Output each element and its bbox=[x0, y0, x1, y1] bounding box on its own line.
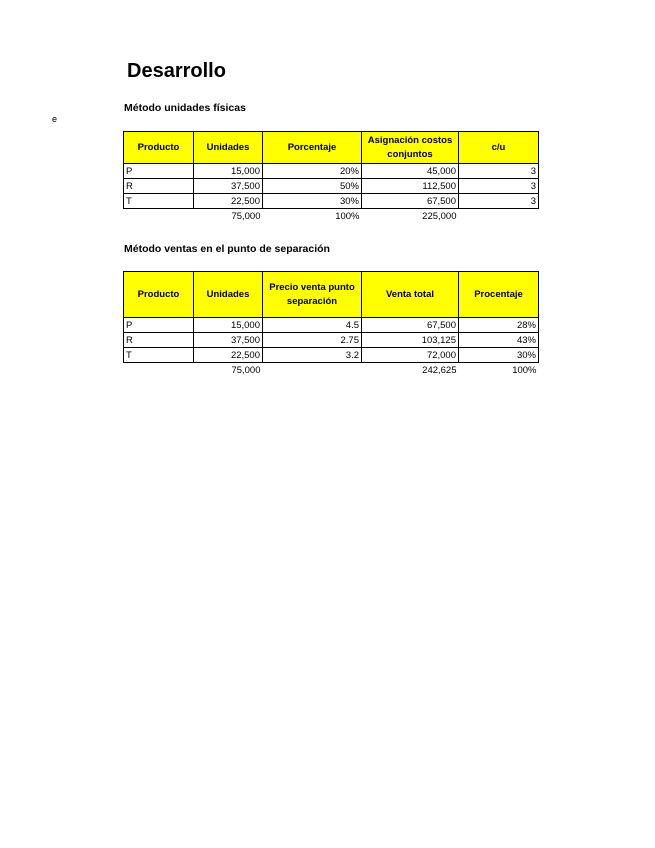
cell-precio: 4.5 bbox=[263, 318, 362, 333]
header-porcentaje: Porcentaje bbox=[263, 132, 362, 164]
header-unidades: Unidades bbox=[194, 272, 263, 318]
total-porcentaje: 100% bbox=[335, 210, 360, 222]
cell-unidades: 22,500 bbox=[194, 194, 263, 209]
totals-row bbox=[124, 363, 539, 378]
cell-producto: R bbox=[124, 179, 194, 194]
sales-value-table bbox=[123, 271, 539, 377]
header-producto: Producto bbox=[124, 132, 194, 164]
stray-character: e bbox=[52, 114, 58, 124]
cell-cu: 3 bbox=[459, 179, 539, 194]
header-costo-unitario: c/u bbox=[459, 132, 539, 164]
table-row bbox=[124, 179, 539, 194]
physical-units-table bbox=[123, 131, 539, 223]
total-producto bbox=[124, 363, 194, 378]
cell-procentaje: 28% bbox=[459, 318, 539, 333]
cell-venta-total: 103,125 bbox=[362, 333, 459, 348]
total-cu bbox=[459, 209, 539, 224]
cell-precio: 3.2 bbox=[263, 348, 362, 363]
table-row bbox=[124, 164, 539, 179]
cell-producto: T bbox=[124, 194, 194, 209]
total-procentaje: 100% bbox=[512, 364, 537, 376]
section-title-physical-units: Método unidades físicas bbox=[124, 102, 246, 114]
total-venta: 242,625 bbox=[422, 364, 457, 376]
cell-producto: P bbox=[124, 318, 194, 333]
cell-asignacion: 67,500 bbox=[362, 194, 459, 209]
table-row bbox=[124, 348, 539, 363]
table-row bbox=[124, 318, 539, 333]
header-asignacion-costos: Asignación costos conjuntos bbox=[362, 132, 459, 164]
cell-precio: 2.75 bbox=[263, 333, 362, 348]
cell-unidades: 37,500 bbox=[194, 333, 263, 348]
cell-venta-total: 72,000 bbox=[362, 348, 459, 363]
cell-procentaje: 30% bbox=[459, 348, 539, 363]
total-unidades: 75,000 bbox=[231, 210, 261, 222]
cell-procentaje: 43% bbox=[459, 333, 539, 348]
total-precio bbox=[263, 363, 362, 378]
header-venta-total: Venta total bbox=[362, 272, 459, 318]
header-unidades: Unidades bbox=[194, 132, 263, 164]
cell-unidades: 37,500 bbox=[194, 179, 263, 194]
header-precio-venta: Precio venta punto separación bbox=[263, 272, 362, 318]
total-producto bbox=[124, 209, 194, 224]
cell-venta-total: 67,500 bbox=[362, 318, 459, 333]
cell-producto: R bbox=[124, 333, 194, 348]
total-unidades: 75,000 bbox=[231, 364, 261, 376]
cell-porcentaje: 50% bbox=[263, 179, 362, 194]
cell-asignacion: 112,500 bbox=[362, 179, 459, 194]
total-asignacion: 225,000 bbox=[422, 210, 457, 222]
header-producto: Producto bbox=[124, 272, 194, 318]
cell-unidades: 22,500 bbox=[194, 348, 263, 363]
table-row bbox=[124, 194, 539, 209]
cell-porcentaje: 30% bbox=[263, 194, 362, 209]
table-row bbox=[124, 333, 539, 348]
totals-row bbox=[124, 209, 539, 224]
header-procentaje: Procentaje bbox=[459, 272, 539, 318]
cell-unidades: 15,000 bbox=[194, 164, 263, 179]
cell-producto: P bbox=[124, 164, 194, 179]
cell-asignacion: 45,000 bbox=[362, 164, 459, 179]
cell-cu: 3 bbox=[459, 164, 539, 179]
section-title-sales-value: Método ventas en el punto de separación bbox=[124, 243, 330, 255]
page-title: Desarrollo bbox=[127, 60, 226, 82]
header-row bbox=[124, 272, 539, 318]
cell-unidades: 15,000 bbox=[194, 318, 263, 333]
cell-cu: 3 bbox=[459, 194, 539, 209]
cell-porcentaje: 20% bbox=[263, 164, 362, 179]
header-row bbox=[124, 132, 539, 164]
cell-producto: T bbox=[124, 348, 194, 363]
